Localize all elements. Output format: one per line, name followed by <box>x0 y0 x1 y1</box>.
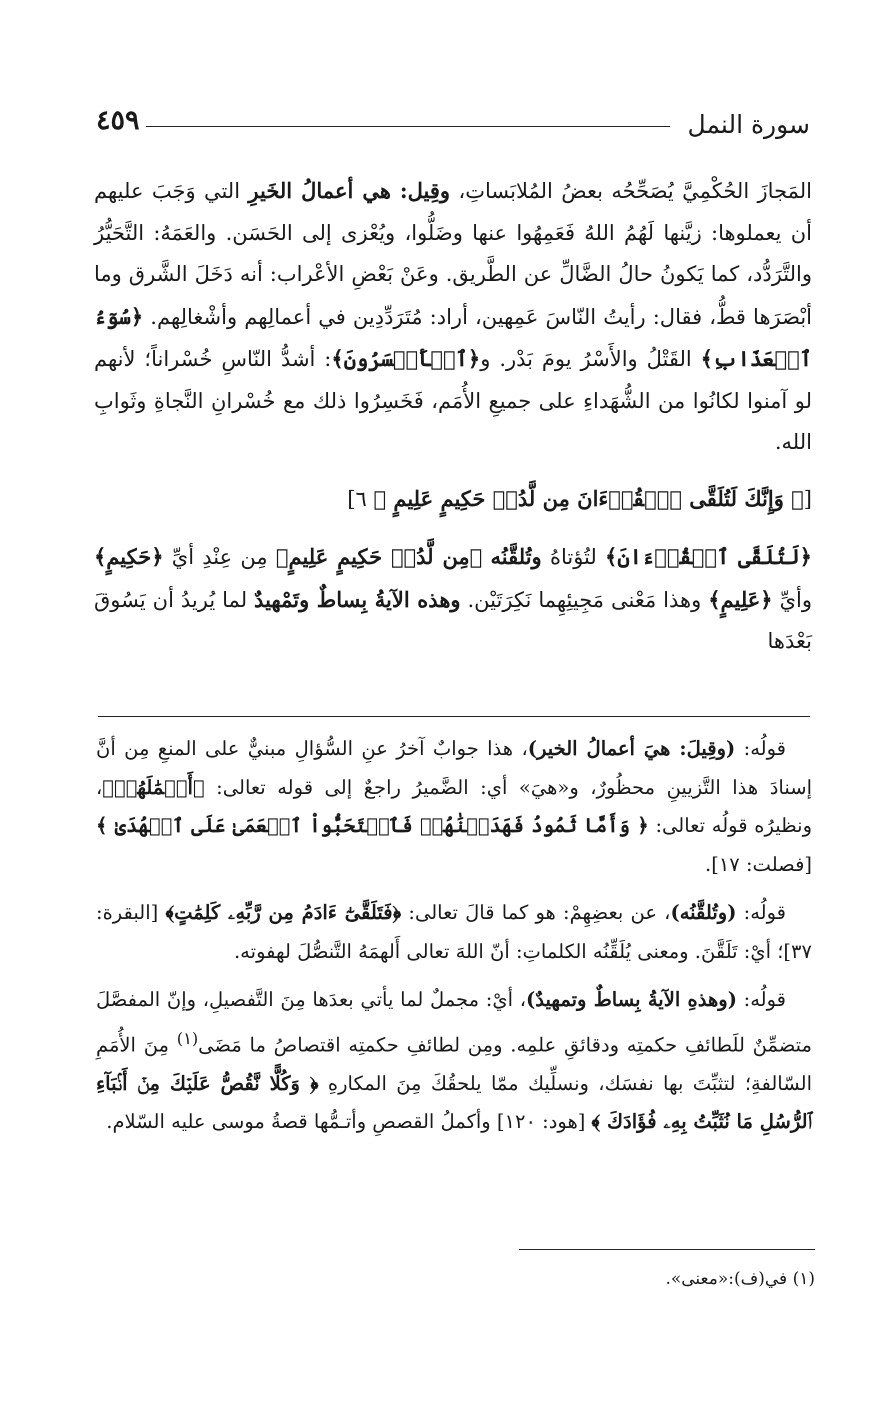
text-run: ، هذا جوابٌ آخرُ عنِ السُّؤالِ مبنيٌّ على المنعِ مِن أنَّ إسنادَ هذا التَّزيينِ محظُورٌ، و«هيَ» أي: الضَّميرُ راجعٌ إلى قوله تعالى: <box>96 737 812 799</box>
quran-quote: ﴿أَعۡمَٰلَهُمۡ﴾ <box>102 775 205 799</box>
text-run: مِنَ الأُمَمِ السّالفةِ؛ لتثبِّتَ بها نفسَك، ونسلِّيك ممّا يلحقُكَ مِنَ المكارهِ <box>96 1033 812 1095</box>
quran-quote: ﴿عَلِيمٍ﴾ <box>708 586 773 612</box>
text-run: المَجازَ الحُكْمِيَّ يُصَحِّحُه بعضُ المُلابَساتِ، <box>450 179 812 203</box>
surah-name: سورة النمل <box>687 110 810 139</box>
text-run: قولُه: <box>736 901 786 924</box>
text-run: وأيِّ <box>772 587 812 612</box>
text-run: قولُه: <box>736 988 786 1011</box>
verse-line <box>94 478 812 521</box>
quran-quote: ﴿فَتَلَقَّىٰٓ ءَادَمُ مِن رَّبِّهِۦ كَلِمَٰتٍ﴾ <box>165 901 402 924</box>
text-run <box>482 545 490 569</box>
quran-quote: ﴿سُوٓءُ ٱلۡعَذَابِ﴾ <box>94 303 812 371</box>
text-run: قولُه: <box>735 737 786 760</box>
bold-phrase: وقِيل: هي أعمالُ الخَيرِ <box>248 178 451 203</box>
commentary-paragraph <box>96 730 812 884</box>
text-run: ، أيْ: مجملٌ لما يأتي بعدَها مِنَ التَّفصيلِ، وإنّ المفصَّلَ متضمِّنٌ للَطائفِ حكمتِه ودقائقِ علمِه. ومِن لطائفِ حكمتِه اقتصاصُ ما مَضَى <box>96 988 812 1056</box>
quran-quote: ﴿مِن لَّدُنۡ حَكِيمٍ عَلِيمٍ﴾ <box>275 544 483 569</box>
footnote <box>115 1262 815 1296</box>
footnote-marker[interactable]: (١) <box>176 1028 199 1048</box>
bold-phrase: (وتُلقَّنُه) <box>670 901 737 924</box>
text-run: [فصلت: ١٧]. <box>705 852 812 876</box>
text-run: ، ونظيرُه قولُه تعالى: <box>96 775 812 837</box>
verse-text: ﴿ وَإِنَّكَ لَتُلَقَّى ٱلۡقُرۡءَانَ مِن لَّدُنۡ حَكِيمٍ عَلِيمٍ ﴾ <box>373 485 804 511</box>
bold-phrase: وهذه الآيةُ بِساطٌ وتَمْهيدٌ <box>254 586 461 612</box>
page-header <box>96 104 810 148</box>
verse-bracket-close: ] <box>347 486 356 511</box>
bold-phrase: وتُلقَّنُه <box>490 544 542 569</box>
footnote-rule <box>519 1249 815 1250</box>
text-run: التي وَجَبَ عليهم أن يعملوها: زيَّنها لَهُمُ اللهُ فَعَمِهُوا عنها وضَلُّوا، ويُعْزى إلى الحَسَن. والعَمَهُ: التَّحَيُّرُ والتَّرَدُّد، كما يَكونُ حالُ الضَّالِّ عن الطَّريق. وعَنْ بَعْضِ الأعْراب: أنه دَخَلَ الشَّرق وما أبْصَرَها قطُّ، فقال: رأيتُ النّاسَ عَمِهين، أراد: مُتَرَدِّدِين في أعمالِهم وأشْغالِهم. <box>94 179 812 329</box>
bold-phrase: (وهذهِ الآيةُ بِساطٌ وتمهيدٌ) <box>526 988 737 1011</box>
quran-quote: ﴿حَكِيمٍ﴾ <box>94 544 164 569</box>
main-paragraph <box>94 170 812 464</box>
commentary-paragraph <box>96 894 812 971</box>
verse-number: ٦ <box>355 486 367 511</box>
quran-quote: ﴿لَتُلَقَّى ٱلۡقُرۡءَانَ﴾ <box>605 544 812 569</box>
text-run: لتُؤتاهُ <box>541 545 606 569</box>
text-run: [هود: ١٢٠] وأكملُ القصصِ وأتـمُّها قصةُ موسى عليه السّلام. <box>106 1110 592 1133</box>
main-paragraph <box>94 536 812 663</box>
text-run: ، عن بعضِهِمْ: هو كما قالَ تعالى: <box>401 901 671 924</box>
text-run: مِن عِنْدِ أيِّ <box>163 545 276 569</box>
verse-bracket-open: [ <box>803 486 812 511</box>
text-run: القَتْلُ والأَسْرُ يومَ بَدْر. و <box>480 347 701 371</box>
header-rule <box>146 126 670 127</box>
page-number: ٤٥٩ <box>96 105 140 136</box>
main-text <box>94 170 812 663</box>
quran-quote: ﴿ وَكُلًّا نَّقُصُّ عَلَيۡكَ مِنۡ أَنۢبَآءِ ٱلرُّسُلِ مَا نُثَبِّتُ بِهِۦ فُؤَادَكَ ﴾ <box>96 1071 812 1133</box>
commentary-paragraph <box>96 981 812 1142</box>
quran-quote: ﴿ وَأَمَّا ثَمُودُ فَهَدَيۡنَٰهُمۡ فَٱسۡتَحَبُّواْ ٱلۡعَمَىٰ عَلَى ٱلۡهُدَىٰ ﴾ <box>96 814 649 837</box>
text-run: [البقرة: ٣٧]؛ أيْ: تَلَقَّنَ. ومعنى يُلَقِّنُه الكلماتِ: أنّ اللهَ تعالى أَلهمَهُ التَّنصُّلَ لهفوته. <box>96 901 812 963</box>
text-run: لما يُريدُ أن يَسُوقَ بَعْدَها <box>94 587 812 653</box>
text-run: وهذا مَعْنى مَجِيئِهِما نَكِرَتَيْن. <box>460 587 709 612</box>
bold-phrase: (وقِيلَ: هيَ أعمالُ الخير) <box>527 737 736 760</box>
section-divider <box>98 716 810 717</box>
quran-quote: ﴿ٱلۡأَخۡسَرُونَ﴾ <box>331 346 481 371</box>
text-run: : أشدُّ النّاسِ خُسْراناً؛ لأنهم لو آمنوا لكانُوا من الشُّهَداءِ على جميعِ الأُمَم، فَخَسِرُوا ذلك مع خُسْرانِ النَّجاةِ وثَوابِ الله. <box>94 347 812 454</box>
commentary-section <box>96 730 812 1152</box>
footnote-text: (١) في(ف):«معنى». <box>665 1269 815 1289</box>
